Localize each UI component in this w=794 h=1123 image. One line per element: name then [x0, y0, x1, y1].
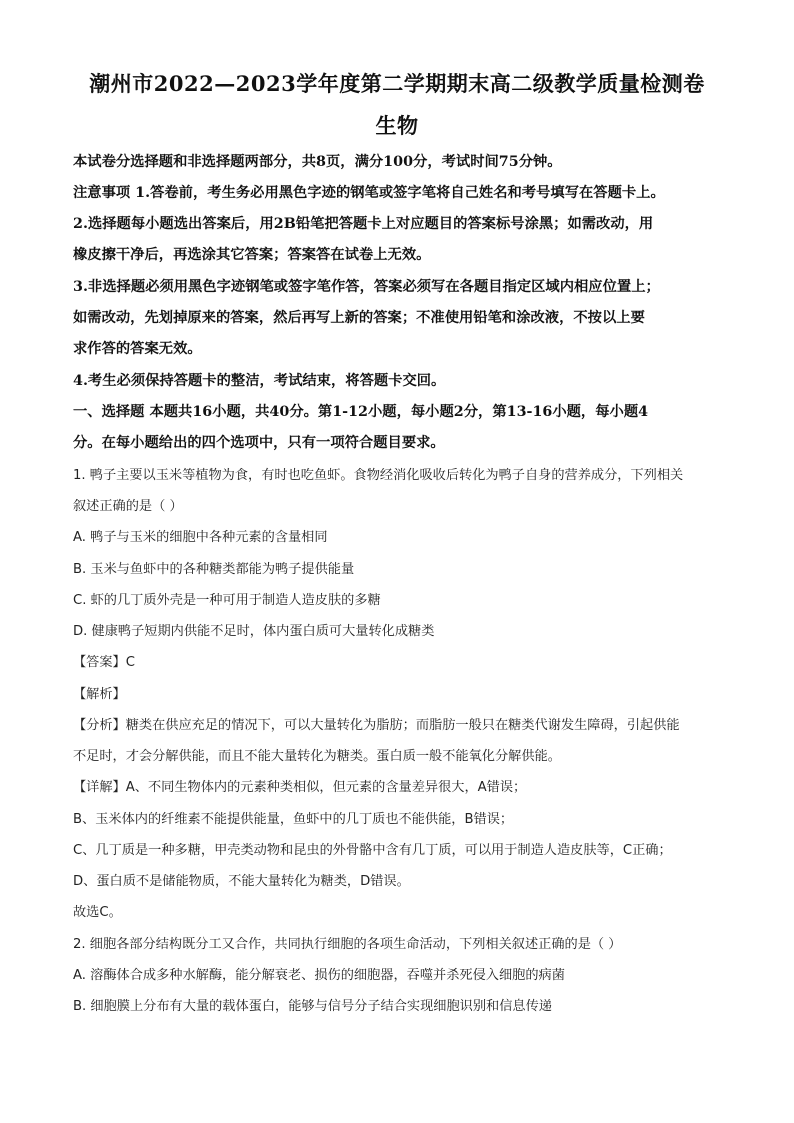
note-3-line-2: 如需改动，先划掉原来的答案，然后再写上新的答案；不准使用铅笔和涂改液，不按以上要 — [73, 310, 645, 326]
question-2-stem: 2. 细胞各部分结构既分工又合作，共同执行细胞的各项生命活动，下列相关叙述正确的是（ ） — [73, 937, 622, 952]
question-1-stem-line-1: 1. 鸭子主要以玉米等植物为食，有时也吃鱼虾。食物经消化吸收后转化为鸭子自身的营养成分，下列相关 — [73, 468, 684, 483]
question-1-option-a: A. 鸭子与玉米的细胞中各种元素的含量相同 — [73, 530, 328, 545]
note-2-line-2: 橡皮擦干净后，再选涂其它答案；答案答在试卷上无效。 — [73, 247, 431, 263]
question-1-option-b: B. 玉米与鱼虾中的各种糖类都能为鸭子提供能量 — [73, 562, 355, 577]
question-1-detail-a: 【详解】A、不同生物体内的元素种类相似，但元素的含量差异很大，A错误； — [73, 780, 527, 795]
subject-title: 生物 — [375, 113, 419, 138]
section-heading-line-1: 一、选择题 本题共16小题，共40分。第1-12小题，每小题2分，第13-16小题，每小题4 — [73, 404, 649, 420]
note-1: 注意事项 1.答卷前，考生务必用黑色字迹的钢笔或签字笔将自己姓名和考号填写在答题卡上。 — [73, 185, 665, 201]
section-heading-line-2: 分。在每小题给出的四个选项中，只有一项符合题目要求。 — [73, 435, 445, 451]
question-1-detail-b: B、玉米体内的纤维素不能提供能量，鱼虾中的几丁质也不能供能，B错误； — [73, 812, 514, 827]
exam-title: 潮州市2022—2023学年度第二学期期末高二级教学质量检测卷 — [89, 71, 705, 96]
note-3-line-3: 求作答的答案无效。 — [73, 341, 202, 357]
question-1-answer: 【答案】C — [73, 655, 135, 670]
question-1-option-d: D. 健康鸭子短期内供能不足时，体内蛋白质可大量转化成糖类 — [73, 624, 435, 639]
question-1-detail-d: D、蛋白质不是储能物质，不能大量转化为糖类，D错误。 — [73, 874, 410, 889]
note-2-line-1: 2.选择题每小题选出答案后，用2B铅笔把答题卡上对应题目的答案标号涂黑；如需改动，用 — [73, 216, 654, 232]
question-1-option-c: C. 虾的几丁质外壳是一种可用于制造人造皮肤的多糖 — [73, 593, 381, 608]
question-1-stem-line-2: 叙述正确的是（ ） — [73, 499, 183, 514]
question-1-analysis-line-1: 【分析】糖类在供应充足的情况下，可以大量转化为脂肪；而脂肪一般只在糖类代谢发生障碍，引起供能 — [73, 718, 680, 733]
note-4: 4.考生必须保持答题卡的整洁，考试结束，将答题卡交回。 — [73, 373, 446, 389]
question-1-detail-c: C、几丁质是一种多糖，甲壳类动物和昆虫的外骨骼中含有几丁质，可以用于制造人造皮肤等，C正确； — [73, 843, 672, 858]
question-2-option-b: B. 细胞膜上分布有大量的载体蛋白，能够与信号分子结合实现细胞识别和信息传递 — [73, 999, 552, 1014]
question-1-analysis-line-2: 不足时，才会分解供能，而且不能大量转化为糖类。蛋白质一般不能氧化分解供能。 — [73, 749, 561, 764]
note-3-line-1: 3.非选择题必须用黑色字迹钢笔或签字笔作答，答案必须写在各题目指定区域内相应位置上； — [73, 279, 660, 295]
question-2-option-a: A. 溶酶体合成多种水解酶，能分解衰老、损伤的细胞器，吞噬并杀死侵入细胞的病菌 — [73, 968, 565, 983]
exam-intro: 本试卷分选择题和非选择题两部分，共8页，满分100分，考试时间75分钟。 — [73, 154, 562, 170]
question-1-conclusion: 故选C。 — [73, 905, 122, 920]
question-1-analysis-label: 【解析】 — [73, 687, 126, 702]
